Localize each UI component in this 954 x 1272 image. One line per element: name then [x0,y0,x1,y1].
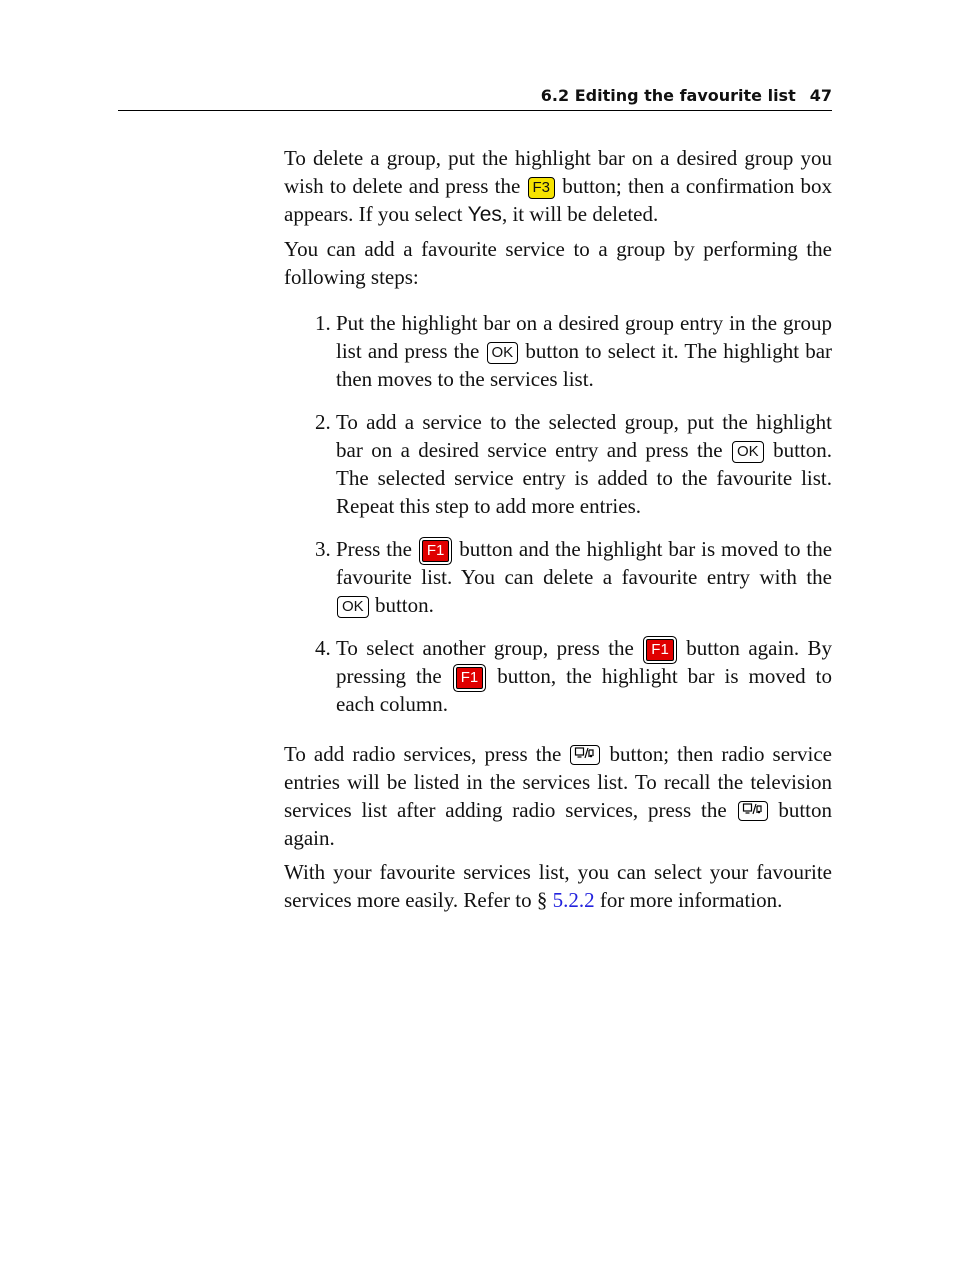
list-item: 1. Put the highlight bar on a desired group entry in the group list and press the OK button to select it. The highlight bar then moves to the services list. [336,309,832,393]
paragraph-favourites-summary: With your favourite services list, you can select your favourite services more easily. Refer to § 5.2.2 for more information. [284,860,832,912]
yes-option: Yes [467,203,502,226]
list-item: 4. To select another group, press the F1 button again. By pressing the F1 button, the highlight bar is moved to each column. [336,634,832,718]
tv-radio-icon [738,801,768,821]
page-number: 47 [809,86,832,105]
section-link[interactable]: 5.2.2 [552,888,595,912]
ok-key-icon: OK [732,441,764,463]
f1-key-icon: F1 [646,639,674,661]
f3-key-icon: F3 [528,177,556,199]
paragraph-add-service-intro: You can add a favourite service to a group by performing the following steps: [284,237,832,289]
tv-radio-icon [570,745,600,765]
running-header [118,86,832,111]
list-item: 3. Press the F1 button and the highlight bar is moved to the favourite list. You can delete a favourite entry with the OK button. [336,535,832,619]
ok-key-icon: OK [487,342,519,364]
steps-list [284,309,832,718]
page-body [284,144,832,920]
section-title: 6.2 Editing the favourite list [540,86,796,105]
ok-key-icon: OK [337,596,369,618]
paragraph-delete-group: To delete a group, put the highlight bar on a desired group you wish to delete and press the F3 button; then a confirmation box appears. If you select Yes, it will be deleted. [284,146,833,226]
list-item: 2. To add a service to the selected group, put the highlight bar on a desired service entry and press the OK button. The selected service entry is added to the favourite list. Repeat this step to add more entries. [336,408,832,520]
f1-key-icon: F1 [422,540,450,562]
f1-key-icon: F1 [456,667,484,689]
paragraph-radio-services: To add radio services, press the button; then radio service entries will be listed in the services list. To recall the television services list after adding radio services, press the button again. [284,742,833,850]
